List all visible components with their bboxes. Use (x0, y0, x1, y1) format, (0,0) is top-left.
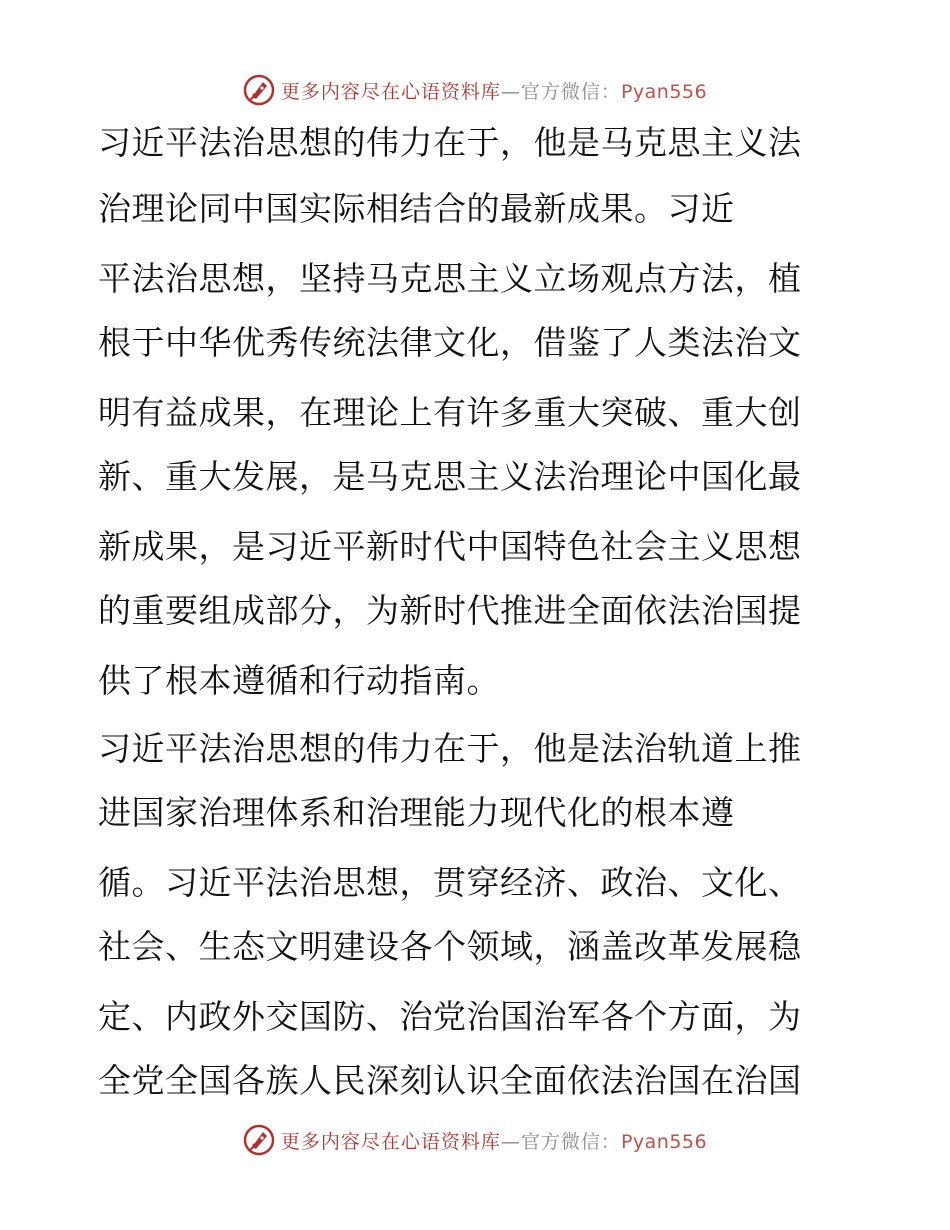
pen-nib-logo-icon (243, 1124, 275, 1156)
watermark-brand: 更多内容尽在心语资料库 (280, 1130, 501, 1153)
body-line: 新成果，是习近平新时代中国特色社会主义思想 (98, 527, 802, 566)
body-line: 循。习近平法治思想，贯穿经济、政治、文化、 (98, 863, 802, 902)
body-line: 新、重大发展，是马克思主义法治理论中国化最 (98, 457, 802, 496)
body-line: 定、内政外交国防、治党治国治军各个方面，为 (98, 997, 802, 1036)
watermark-dash: — (500, 80, 521, 103)
body-line: 社会、生态文明建设各个领域，涵盖改革发展稳 (98, 927, 802, 966)
body-line: 进国家治理体系和治理能力现代化的根本遵 (98, 793, 735, 832)
body-line: 平法治思想，坚持马克思主义立场观点方法，植 (98, 259, 802, 298)
watermark-text (281, 77, 707, 104)
header-watermark (0, 70, 950, 110)
watermark-dash: — (500, 1130, 521, 1153)
watermark-text (281, 1127, 707, 1154)
watermark-brand: 更多内容尽在心语资料库 (280, 80, 501, 103)
watermark-wechat-id: Pyan556 (620, 80, 708, 103)
pen-nib-logo-icon (243, 74, 275, 106)
body-line: 供了根本遵循和行动指南。 (98, 661, 500, 700)
body-line: 习近平法治思想的伟力在于，他是马克思主义法 (98, 123, 802, 162)
body-line: 明有益成果，在理论上有许多重大突破、重大创 (98, 393, 802, 432)
watermark-wechat-label: 官方微信： (520, 80, 621, 103)
body-line: 全党全国各族人民深刻认识全面依法治国在治国 (98, 1061, 802, 1100)
footer-watermark (0, 1120, 950, 1160)
body-line: 治理论同中国实际相结合的最新成果。习近 (98, 189, 735, 228)
body-line: 的重要组成部分，为新时代推进全面依法治国提 (98, 591, 802, 630)
watermark-wechat-id: Pyan556 (620, 1130, 708, 1153)
body-line: 根于中华优秀传统法律文化，借鉴了人类法治文 (98, 323, 802, 362)
body-line: 习近平法治思想的伟力在于，他是法治轨道上推 (98, 729, 802, 768)
watermark-wechat-label: 官方微信： (520, 1130, 621, 1153)
